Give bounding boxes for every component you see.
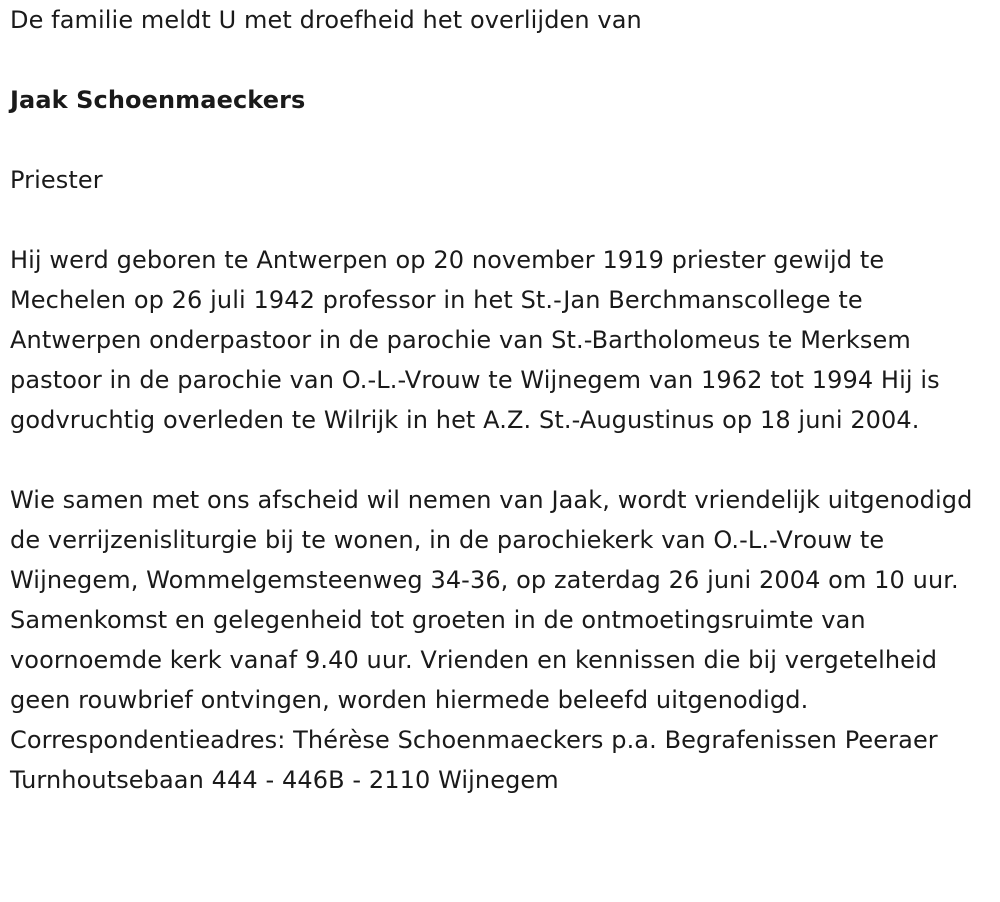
spacer bbox=[10, 40, 995, 80]
deceased-title: Priester bbox=[10, 166, 103, 194]
spacer bbox=[10, 200, 995, 240]
spacer bbox=[10, 120, 995, 160]
biography-paragraph: Hij werd geboren te Antwerpen op 20 november 1919 priester gewijd te Mechelen op 26 juli 1942 professor in het St.-Jan Berchmanscollege te Antwerpen onderpastoor in de parochie van St.-Bartholomeus te Merksem pastoor in de parochie van O.-L.-Vrouw te Wijnegem van 1962 tot 1994 Hij is godvruchtig overleden te Wilrijk in het A.Z. St.-Augustinus op 18 juni 2004. bbox=[10, 246, 940, 434]
spacer bbox=[10, 440, 995, 480]
deceased-name: Jaak Schoenmaeckers bbox=[10, 86, 306, 114]
obituary-notice bbox=[10, 0, 995, 800]
intro-text: De familie meldt U met droefheid het overlijden van bbox=[10, 6, 642, 34]
ceremony-paragraph: Wie samen met ons afscheid wil nemen van Jaak, wordt vriendelijk uitgenodigd de verrijzenisliturgie bij te wonen, in de parochiekerk van O.-L.-Vrouw te Wijnegem, Wommelgemsteenweg 34-36, op zaterdag 26 juni 2004 om 10 uur. Samenkomst en gelegenheid tot groeten in de ontmoetingsruimte van voornoemde kerk vanaf 9.40 uur. Vrienden en kennissen die bij vergetelheid geen rouwbrief ontvingen, worden hiermede beleefd uitgenodigd. Correspondentieadres: Thérèse Schoenmaeckers p.a. Begrafenissen Peeraer Turnhoutsebaan 444 - 446B - 2110 Wijnegem bbox=[10, 486, 973, 794]
